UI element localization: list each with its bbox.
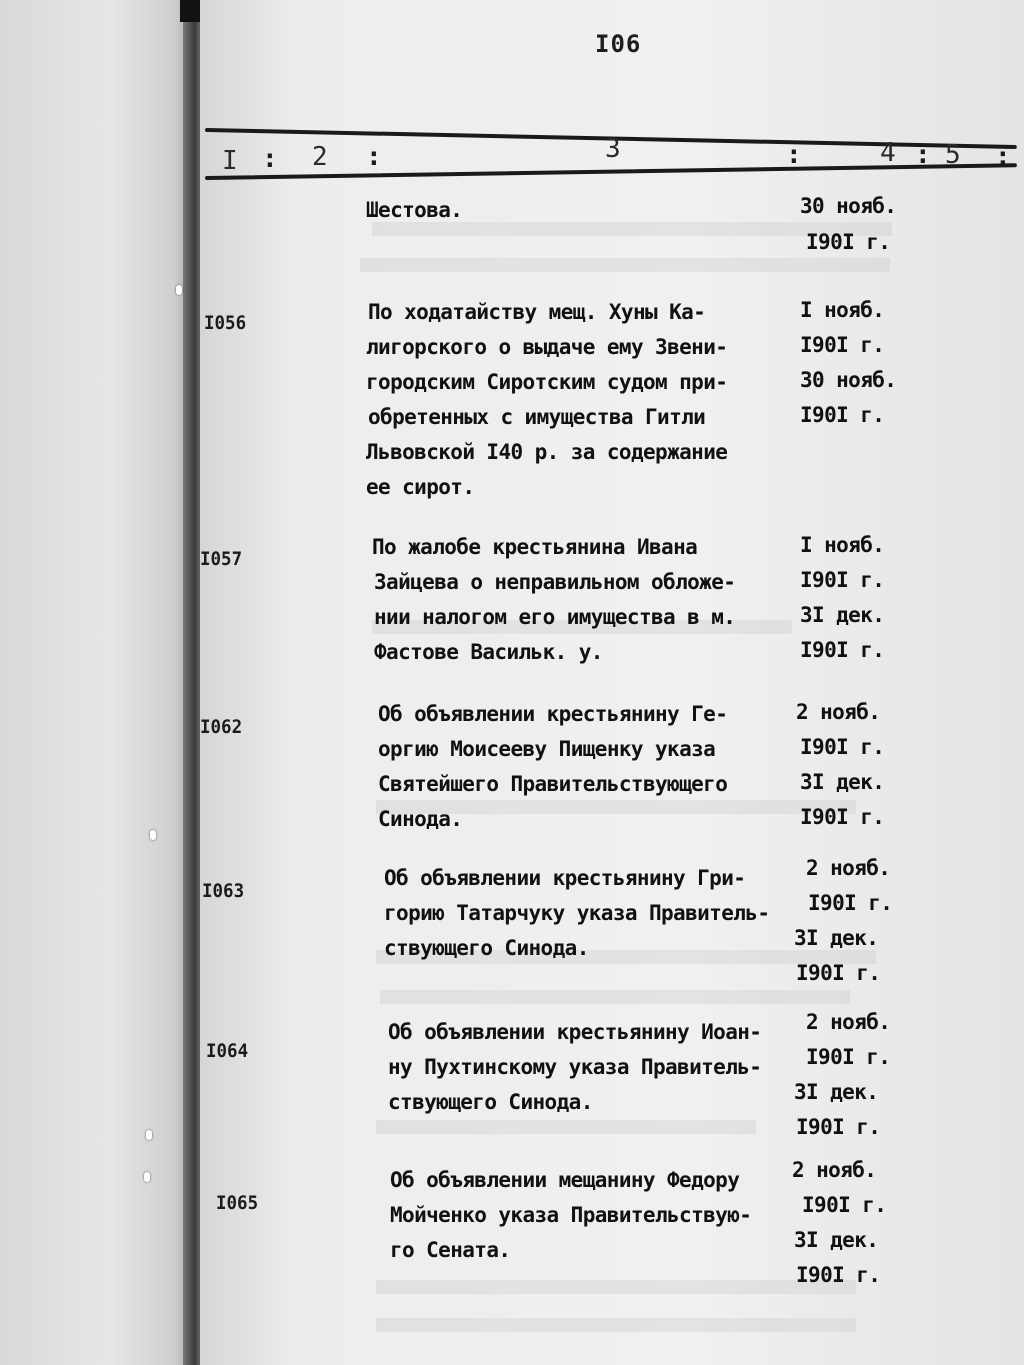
entry-text-line: Об объявлении крестьянину Гри- [384, 866, 746, 890]
entry-text-line: Зайцева о неправильном обложе- [374, 570, 736, 594]
entry-text-line: Об объявлении крестьянину Иоан- [388, 1020, 762, 1044]
right-page [200, 0, 1024, 1365]
entry-date: 2 нояб. [806, 1010, 891, 1034]
entry-text-line: Шестова. [366, 198, 463, 222]
show-through-text [380, 990, 850, 1004]
entry-number: I056 [204, 312, 247, 334]
show-through-text [376, 1318, 856, 1332]
entry-date: I90I г. [808, 891, 893, 915]
column-separator: : [366, 142, 382, 172]
entry-date: 2 нояб. [796, 700, 881, 724]
entry-number: I064 [206, 1040, 249, 1062]
show-through-text [376, 1120, 756, 1134]
entry-date: 3I дек. [794, 1080, 879, 1104]
entry-text-line: го Сената. [390, 1238, 511, 1262]
left-page [0, 0, 198, 1365]
column-separator: : [915, 140, 931, 170]
entry-date: I90I г. [806, 1045, 891, 1069]
column-separator: : [262, 144, 278, 174]
entry-date: I90I г. [800, 403, 885, 427]
entry-text-line: Фастове Васильк. у. [374, 640, 603, 664]
entry-date: I90I г. [800, 805, 885, 829]
entry-date: 2 нояб. [792, 1158, 877, 1182]
column-header-5: 5 [945, 140, 961, 170]
entry-text-line: городским Сиротским судом при- [366, 370, 728, 394]
column-separator: : [995, 142, 1011, 172]
binding-stitch [150, 830, 156, 840]
entry-text-line: обретенных с имущества Гитли [368, 405, 706, 429]
entry-date: 3I дек. [794, 926, 879, 950]
entry-date: I90I г. [800, 568, 885, 592]
entry-number: I063 [202, 880, 245, 902]
entry-text-line: ствующего Синода. [384, 936, 589, 960]
entry-text-line: лигорского о выдаче ему Звени- [366, 335, 728, 359]
entry-date: 3I дек. [794, 1228, 879, 1252]
entry-date: 3I дек. [800, 603, 885, 627]
entry-date: I нояб. [800, 533, 885, 557]
binding-stitch [144, 1172, 150, 1182]
entry-text-line: оргию Моисееву Пищенку указа [378, 737, 716, 761]
entry-text-line: Святейшего Правительствующего [378, 772, 728, 796]
entry-text-line: По жалобе крестьянина Ивана [372, 535, 698, 559]
entry-text-line: ствующего Синода. [388, 1090, 593, 1114]
entry-text-line: Синода. [378, 807, 463, 831]
show-through-text [376, 1280, 856, 1294]
entry-number: I065 [216, 1192, 259, 1214]
entry-text-line: горию Татарчуку указа Правитель- [384, 901, 770, 925]
entry-text-line: Львовской I40 р. за содержание [366, 440, 728, 464]
entry-text-line: Об объявлении крестьянину Ге- [378, 702, 728, 726]
entry-date: 3I дек. [800, 770, 885, 794]
entry-date: I90I г. [800, 735, 885, 759]
entry-number: I057 [200, 548, 243, 570]
entry-date: I90I г. [800, 333, 885, 357]
entry-date: I нояб. [800, 298, 885, 322]
entry-date: 30 нояб. [800, 194, 897, 218]
entry-text-line: По ходатайству мещ. Хуны Ка- [368, 300, 706, 324]
entry-date: I90I г. [796, 1115, 881, 1139]
binding-stitch [146, 1130, 152, 1140]
entry-date: I90I г. [800, 638, 885, 662]
binding-stitch [176, 285, 182, 295]
entry-text-line: ее сирот. [366, 475, 475, 499]
column-header-3: 3 [605, 134, 621, 164]
column-header-1: I [222, 146, 238, 176]
entry-date: I90I г. [806, 230, 891, 254]
entry-text-line: ну Пухтинскому указа Правитель- [388, 1055, 762, 1079]
show-through-text [360, 258, 890, 272]
entry-date: 2 нояб. [806, 856, 891, 880]
column-header-4: 4 [880, 138, 896, 168]
entry-date: I90I г. [802, 1193, 887, 1217]
page-number: I06 [595, 30, 642, 58]
entry-text-line: Мойченко указа Правительствую- [390, 1203, 752, 1227]
entry-date: 30 нояб. [800, 368, 897, 392]
entry-text-line: Об объявлении мещанину Федору [390, 1168, 740, 1192]
entry-date: I90I г. [796, 961, 881, 985]
column-separator: : [786, 140, 802, 170]
column-header-2: 2 [312, 142, 328, 172]
entry-date: I90I г. [796, 1263, 881, 1287]
entry-text-line: нии налогом его имущества в м. [374, 605, 736, 629]
entry-number: I062 [200, 716, 243, 738]
